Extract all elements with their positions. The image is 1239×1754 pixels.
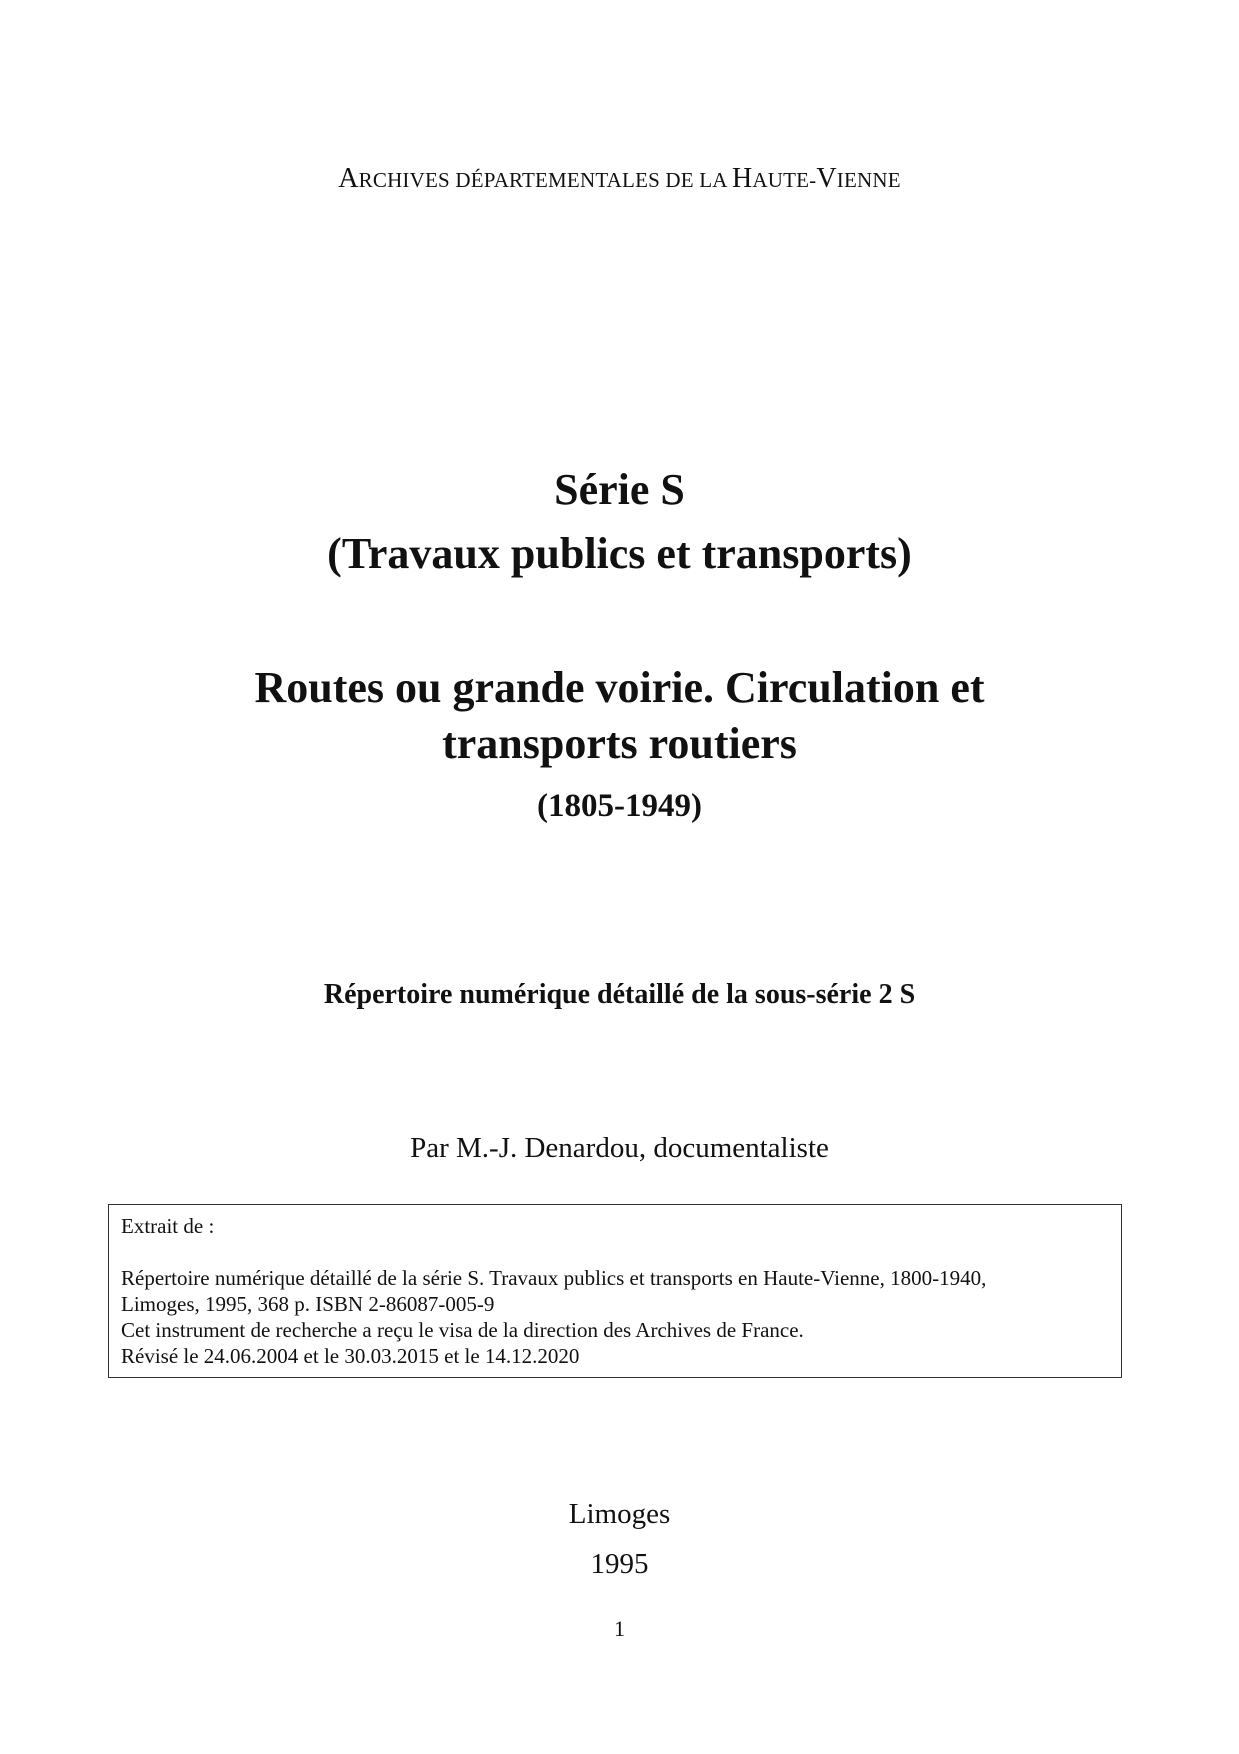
extract-spacer: [121, 1239, 1109, 1265]
extract-reference-line-2: Limoges, 1995, 368 p. ISBN 2-86087-005-9: [121, 1292, 495, 1316]
extract-label: Extrait de :: [121, 1214, 215, 1238]
extract-reference-line-1: Répertoire numérique détaillé de la série S. Travaux publics et transports en Haute-Vienne, 1800-1940,: [121, 1266, 987, 1290]
date-range: (1805-1949): [537, 788, 702, 824]
repertoire-subtitle: Répertoire numérique détaillé de la sous-série 2 S: [323, 979, 916, 1010]
extract-box: [108, 1204, 1122, 1378]
extract-visa-line: Cet instrument de recherche a reçu le visa de la direction des Archives de France.: [121, 1318, 804, 1342]
series-subtitle: (Travaux publics et transports): [327, 529, 912, 578]
institution-header-text: [901, 163, 902, 164]
institution-header: ARCHIVES DÉPARTEMENTALES DE LA HAUTE-VIENNE: [338, 163, 901, 194]
main-title-line-2: transports routiers: [442, 719, 797, 768]
page-number: 1: [614, 1616, 625, 1641]
series-title: Série S: [554, 465, 685, 514]
author-credit: Par M.-J. Denardou, documentaliste: [410, 1132, 829, 1164]
publication-place: Limoges: [568, 1498, 671, 1530]
main-title-line-1: Routes ou grande voirie. Circulation et: [254, 663, 985, 712]
publication-year: 1995: [590, 1548, 649, 1580]
extract-revision-line: Révisé le 24.06.2004 et le 30.03.2015 et le 14.12.2020: [121, 1344, 580, 1368]
